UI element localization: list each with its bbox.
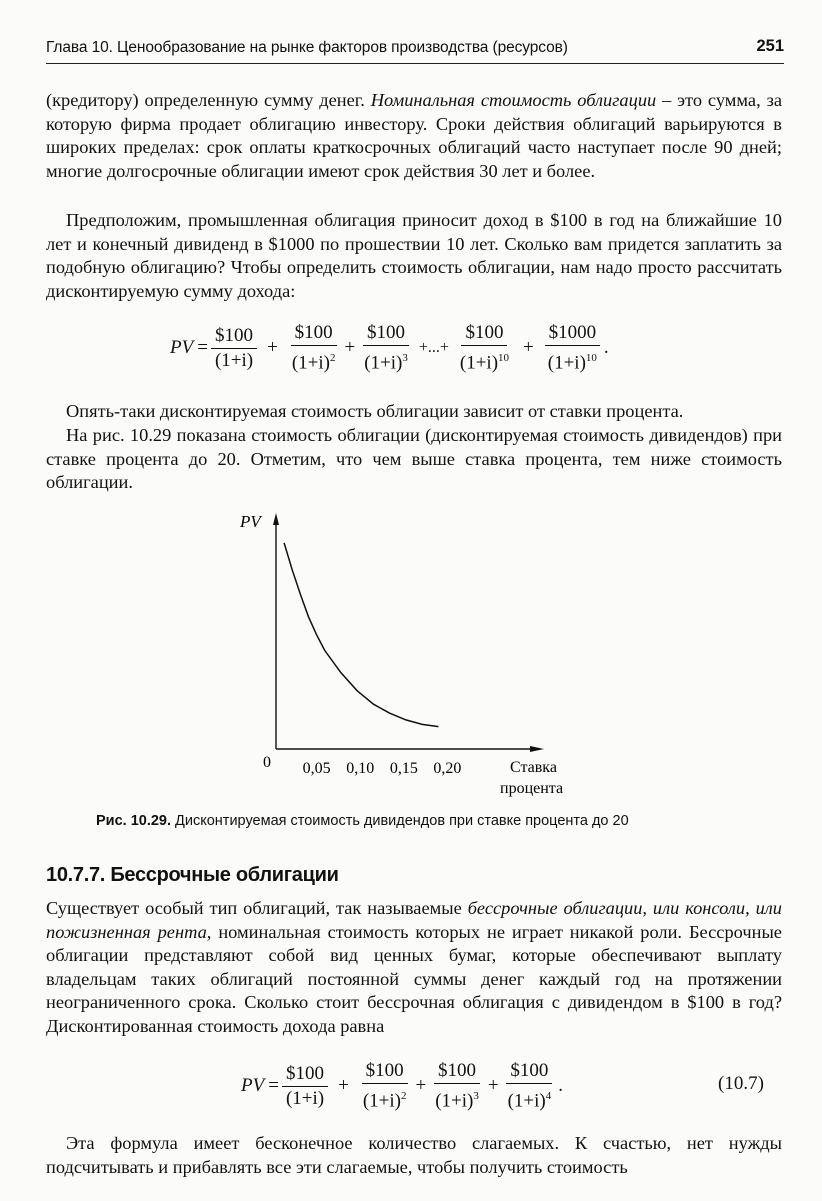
- fraction-term-3: $\frac{\$100}{(1+i)^3}$: [364, 322, 408, 374]
- paragraph-2: Предположим, промышленная облигация приносит доход в $100 в год на ближайшие 10 лет и конечный дивиденд в $1000 по прошествии 10 лет. Сколько вам придется заплатить за подобную облигацию? Чтобы определить стоимость облигации, нам надо просто рассчитать дисконтируемую сумму дохода:: [46, 210, 782, 301]
- formula-bond-value: PV = $\frac{\$100}{(1+i)}$ + $\frac{\$100}{(1+i)^2}$ + $\frac{\$100}{(1+i)^3}$ +...+ $\frac{\$100}{(1+i)^{10}}$ + $\frac{\$1000}{(1+i)^{10}}$ .: [170, 322, 609, 374]
- paragraph-1: [46, 89, 782, 183]
- paragraph-3: Опять-таки дисконтируемая стоимость облигации зависит от ставки процента.: [66, 401, 684, 421]
- term-nominal-value: Номинальная стоимость облигации: [370, 90, 657, 110]
- chapter-title: Глава 10. Ценообразование на рынке факторов производства (ресурсов): [46, 39, 568, 56]
- x-tick-label: 0,10: [346, 760, 375, 777]
- section-title: 10.7.7. Бессрочные облигации: [46, 864, 339, 886]
- y-axis-label: PV: [240, 512, 261, 531]
- paragraph-5-text-a: Существует особый тип облигаций, так называемые: [46, 898, 468, 918]
- figure-caption-label: Рис. 10.29.: [96, 813, 172, 829]
- paragraph-6: Эта формула имеет бесконечное количество слагаемых. К счастью, нет нужды подсчитывать и прибавлять все эти слагаемые, чтобы получить стоимость: [46, 1133, 782, 1177]
- fraction2-term-3: $\frac{\$100}{(1+i)^3}$: [435, 1060, 479, 1112]
- equation-number: (10.7): [718, 1073, 764, 1094]
- x-axis-label-line-1: Ставка: [510, 759, 557, 776]
- paragraph-5-text-b: номинальная стоимость которых не играет никакой роли. Бессрочные облигации представляют собой вид ценных бумаг, которые обеспечивают выплату владельцам таких облигаций постоянной суммы денег каждый год на протяжении неограниченного срока. Сколько стоит бессрочная облигация с дивидендом в $100 в год? Дисконтированная стоимость дохода равна: [46, 921, 782, 1036]
- y-axis-arrow: [273, 513, 279, 525]
- x-tick-labels: [303, 760, 462, 777]
- equals-sign: =: [197, 337, 208, 359]
- fraction-term-2: $\frac{\$100}{(1+i)^2}$: [291, 322, 336, 374]
- paragraph-4: На рис. 10.29 показана стоимость облигации (дисконтируемая стоимость дивидендов) при ставке процента до 20. Отметим, что чем выше ставка процента, тем ниже стоимость облигации.: [46, 425, 782, 493]
- fraction-final-dividend: $\frac{\$1000}{(1+i)^{10}}$: [544, 322, 601, 374]
- fraction-term-10: $\frac{\$100}{(1+i)^{10}}$: [459, 322, 510, 374]
- x-tick-label: 0,15: [389, 760, 418, 777]
- paragraph-5: [46, 897, 782, 1039]
- pv-curve: [284, 543, 438, 727]
- x-axis-arrow: [530, 746, 544, 752]
- fraction2-term-1: $\frac{\$100}{(1+i)}$: [282, 1063, 328, 1110]
- x-tick-label: 0,20: [433, 760, 462, 777]
- x-axis-label-line-2: процента: [500, 780, 564, 797]
- fraction2-term-2: $\frac{\$100}{(1+i)^2}$: [362, 1060, 407, 1112]
- figure-caption: [96, 813, 736, 829]
- ellipsis: +...+: [418, 339, 449, 357]
- fraction-term-1: $\frac{\$100}{(1+i)}$: [211, 325, 257, 372]
- term-perpetuity: бессрочные облигации, или консоли, или пожизненная рента,: [46, 898, 782, 942]
- formula-lhs: PV: [170, 337, 194, 359]
- x-tick-label: 0,05: [302, 760, 331, 777]
- page-header: [46, 35, 784, 64]
- fraction2-term-4: $\frac{\$100}{(1+i)^4}$: [507, 1060, 552, 1112]
- figure-caption-text: Дисконтируемая стоимость дивидендов при ставке процента до 20: [171, 813, 629, 829]
- formula2-lhs: PV: [241, 1075, 265, 1097]
- pv-chart: [230, 505, 590, 805]
- formula-perpetuity: PV = $\frac{\$100}{(1+i)}$ + $\frac{\$100}{(1+i)^2}$ + $\frac{\$100}{(1+i)^3}$ + $\frac{\$100}{(1+i)^4}$ .: [241, 1060, 563, 1112]
- origin-label: 0: [263, 754, 271, 771]
- page-number: 251: [756, 37, 784, 55]
- paragraph-1-text-a: (кредитору) определенную сумму денег.: [46, 90, 371, 110]
- paragraph-1-text-b: – это сумма, за которую фирма продает облигацию инвестору. Сроки действия облигаций варьируются в широких пределах: срок оплаты краткосрочных облигаций часто наступает после 90 дней; многие долгосрочные облигации имеют срок действия 30 лет и более.: [46, 90, 782, 181]
